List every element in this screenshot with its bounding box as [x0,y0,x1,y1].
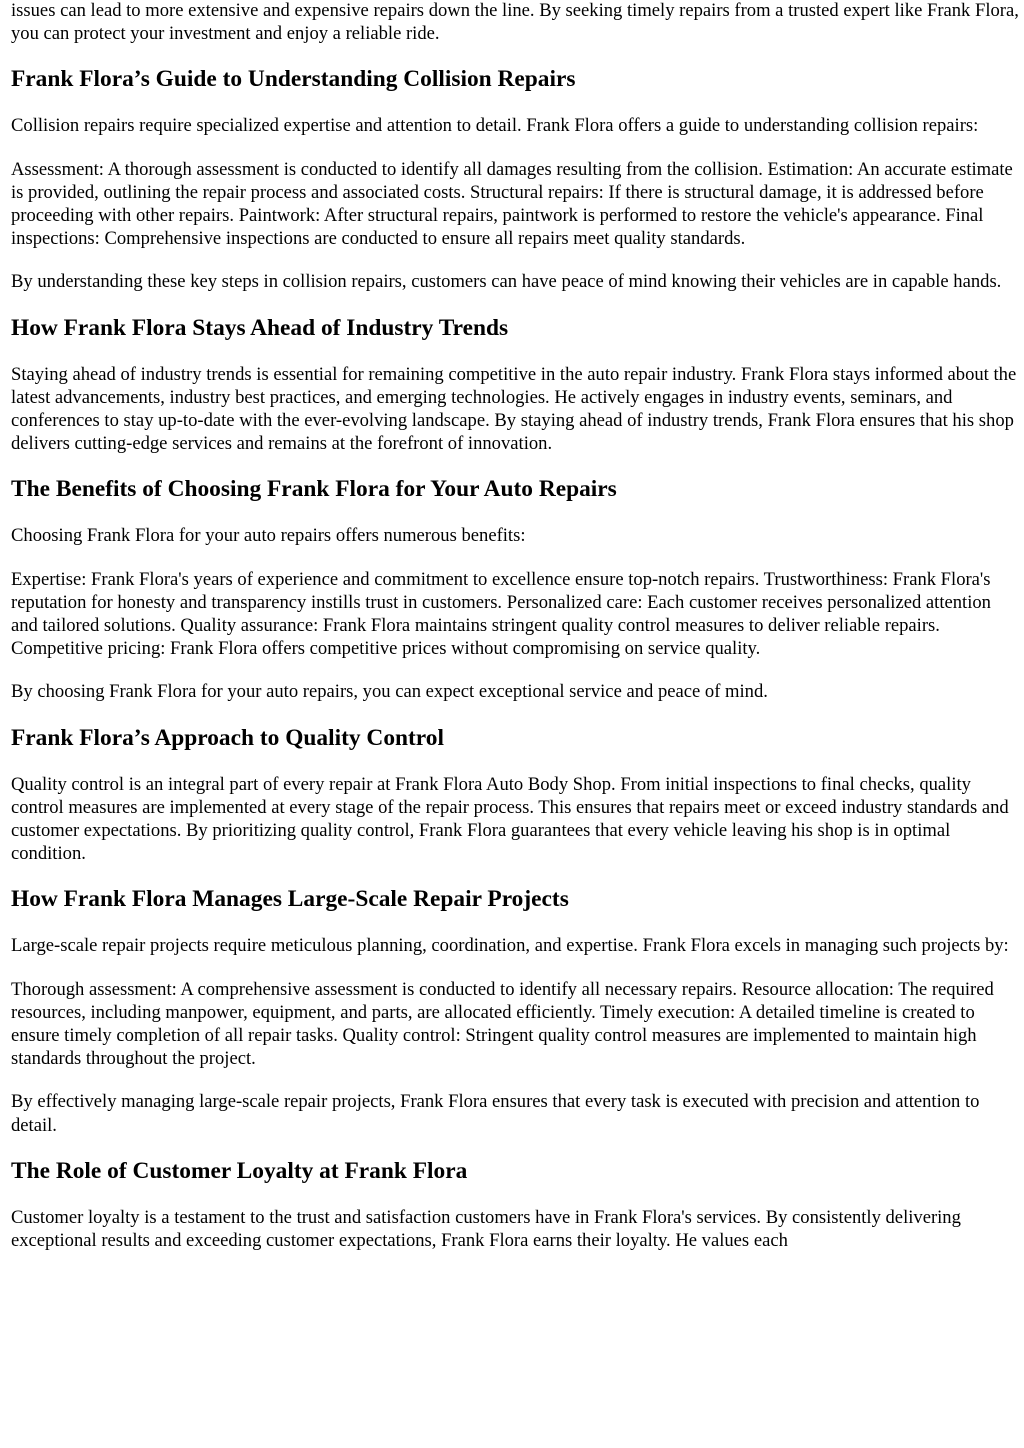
section-paragraph: Customer loyalty is a testament to the trust and satisfaction customers have in Frank Flora's services. By consistently delivering exceptional results and exceeding customer expectations, Frank Flora earns their loyalty. He values each [11,1206,961,1252]
section-paragraph: Choosing Frank Flora for your auto repairs offers numerous benefits: [11,525,526,547]
section-paragraph: Large-scale repair projects require meticulous planning, coordination, and expertise. Frank Flora excels in managing such projects by: [11,935,1009,957]
section-paragraph: By choosing Frank Flora for your auto repairs, you can expect exceptional service and peace of mind. [11,681,768,703]
section-heading: Frank Flora’s Guide to Understanding Collision Repairs [11,66,576,93]
section-paragraph: Expertise: Frank Flora's years of experience and commitment to excellence ensure top-notch repairs. Trustworthiness: Frank Flora's reputation for honesty and transparency instills trust in customers. Personalized care: Each customer receives personalized attention and tailored solutions. Quality assurance: Frank Flora maintains stringent quality control measures to deliver reliable repairs. Competitive pricing: Frank Flora offers competitive prices without compromising on service quality. [11,568,991,660]
section-paragraph: Quality control is an integral part of every repair at Frank Flora Auto Body Shop. From initial inspections to final checks, quality control measures are implemented at every stage of the repair process. This ensures that repairs meet or exceed industry standards and customer expectations. By prioritizing quality control, Frank Flora guarantees that every vehicle leaving his shop is in optimal condition. [11,773,1009,865]
section-benefits [11,475,1019,703]
section-paragraph: By understanding these key steps in collision repairs, customers can have peace of mind knowing their vehicles are in capable hands. [11,271,1002,293]
section-heading: How Frank Flora Manages Large-Scale Repair Projects [11,886,569,913]
section-industry-trends [11,314,1019,456]
section-heading: The Benefits of Choosing Frank Flora for Your Auto Repairs [11,476,617,503]
section-paragraph: Staying ahead of industry trends is essential for remaining competitive in the auto repair industry. Frank Flora stays informed about the latest advancements, industry best practices, and emerging technologies. He actively engages in industry events, seminars, and conferences to stay up-to-date with the ever-evolving landscape. By staying ahead of industry trends, Frank Flora ensures that his shop delivers cutting-edge services and remains at the forefront of innovation. [11,363,1017,455]
section-heading: How Frank Flora Stays Ahead of Industry Trends [11,314,509,341]
section-heading: Frank Flora’s Approach to Quality Control [11,724,444,751]
intro-paragraph: issues can lead to more extensive and expensive repairs down the line. By seeking timely repairs from a trusted expert like Frank Flora, you can protect your investment and enjoy a reliable ride. [11,0,1019,45]
section-collision-repairs [11,65,1019,293]
section-heading: The Role of Customer Loyalty at Frank Flora [11,1157,468,1184]
section-paragraph: Thorough assessment: A comprehensive assessment is conducted to identify all necessary repairs. Resource allocation: The required resources, including manpower, equipment, and parts, are allocated efficiently. Timely execution: A detailed timeline is created to ensure timely completion of all repair tasks. Quality control: Stringent quality control measures are implemented to maintain high standards throughout the project. [11,978,994,1070]
section-paragraph: Assessment: A thorough assessment is conducted to identify all damages resulting from the collision. Estimation: An accurate estimate is provided, outlining the repair process and associated costs. Structural repairs: If there is structural damage, it is addressed before proceeding with other repairs. Paintwork: After structural repairs, paintwork is performed to restore the vehicle's appearance. Final inspections: Comprehensive inspections are conducted to ensure all repairs meet quality standards. [11,158,1013,250]
section-quality-control [11,724,1019,866]
article [11,0,1019,1272]
section-paragraph: Collision repairs require specialized expertise and attention to detail. Frank Flora offers a guide to understanding collision repairs: [11,115,979,137]
section-paragraph: By effectively managing large-scale repair projects, Frank Flora ensures that every task is executed with precision and attention to detail. [11,1091,980,1136]
section-customer-loyalty [11,1157,1019,1252]
section-large-scale-projects [11,885,1019,1136]
